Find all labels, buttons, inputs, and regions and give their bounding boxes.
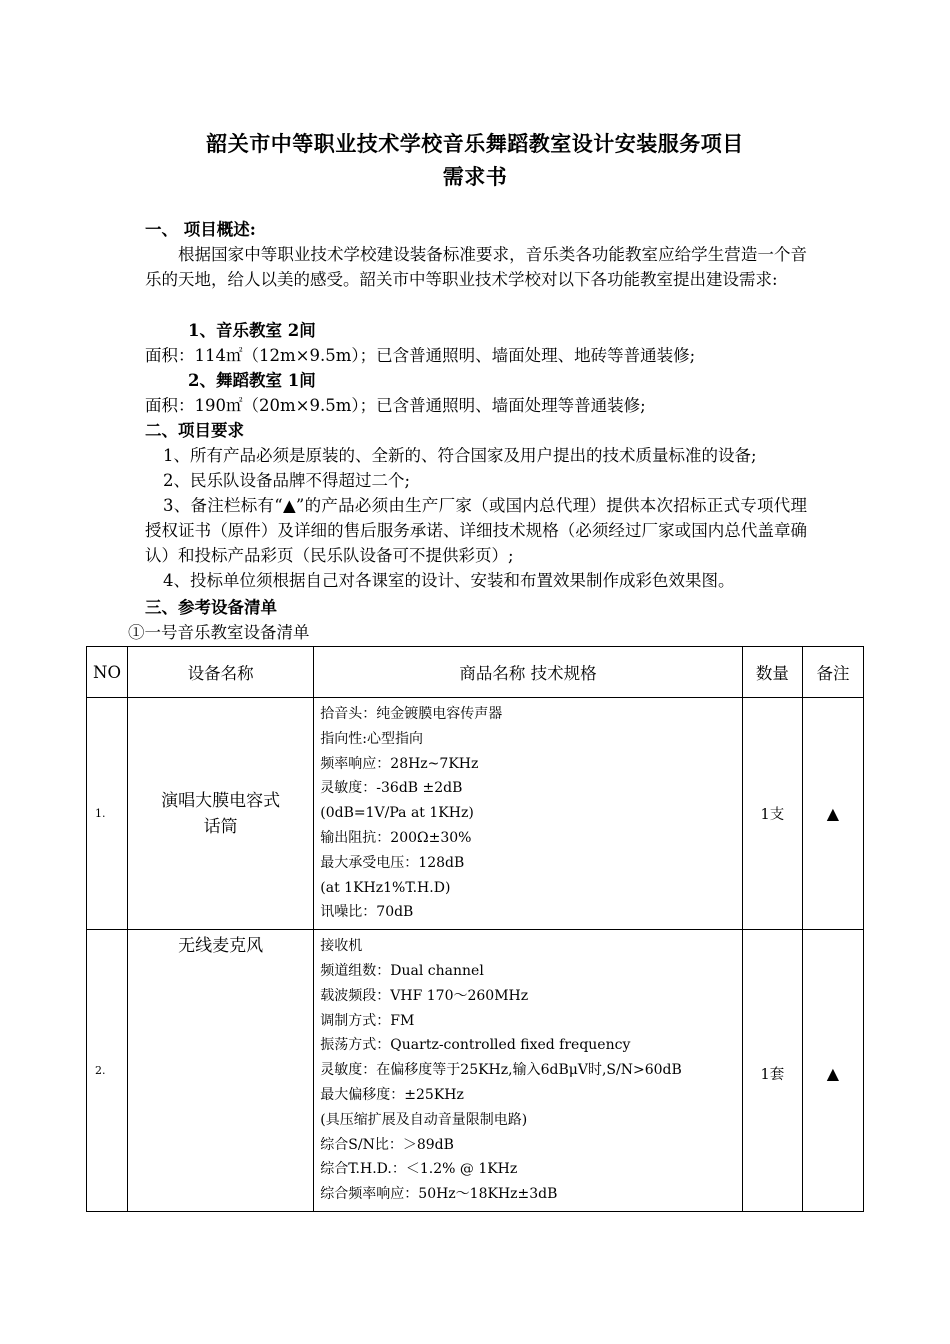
spec-line: 频率响应：28Hz~7KHz: [320, 755, 479, 772]
header-quantity: 数量: [742, 647, 802, 698]
authorization-triangle-icon: ▲: [802, 698, 863, 930]
device-name-line: 话筒: [203, 816, 238, 837]
quantity: 1支: [742, 698, 802, 930]
requirement-3: 3、备注栏标有“▲”的产品必须由生产厂家（或国内总代理）提供本次招标正式专项代理授权证书（原件）及详细的售后服务承诺、详细技术规格（必须经过厂家或国内总代盖章确认）和投标产品彩页（民乐队设备可不提供彩页）;: [145, 496, 807, 565]
spec-line: 接收机: [320, 938, 363, 955]
spec-line: 拾音头：纯金镀膜电容传声器: [320, 706, 503, 722]
room-2-heading: 2、舞蹈教室 1间: [188, 371, 316, 390]
equipment-table: [86, 646, 864, 1212]
equipment-list-subheading: ①一号音乐教室设备清单: [128, 623, 310, 642]
spec-line: 讯噪比：70dB: [320, 904, 414, 921]
spec-line: 综合频率响应：50Hz～18KHz±3dB: [320, 1186, 558, 1203]
spec-line: 指向性:心型指向: [320, 730, 423, 747]
section-1-intro: 根据国家中等职业技术学校建设装备标准要求，音乐类各功能教室应给学生营造一个音乐的天地，给人以美的感受。韶关市中等职业技术学校对以下各功能教室提出建设需求:: [145, 245, 807, 289]
device-name: 无线麦克风: [128, 930, 314, 1212]
spec-line: 灵敏度：-36dB ±2dB: [320, 780, 463, 797]
spec-line: 载波频段：VHF 170～260MHz: [320, 987, 529, 1004]
requirement-1: 1、所有产品必须是原装的、全新的、符合国家及用户提出的技术质量标准的设备;: [163, 446, 757, 465]
header-spec: 商品名称 技术规格: [314, 647, 743, 698]
spec-line: 综合S/N比：＞89dB: [320, 1136, 454, 1153]
quantity: 1套: [742, 930, 802, 1212]
section-2-heading: 二、项目要求: [145, 421, 244, 440]
document-title: 韶关市中等职业技术学校音乐舞蹈教室设计安装服务项目: [206, 131, 744, 156]
spec-line: (0dB=1V/Pa at 1KHz): [320, 805, 474, 822]
requirement-2: 2、民乐队设备品牌不得超过二个;: [163, 471, 411, 490]
spec-line: 灵敏度：在偏移度等于25KHz,输入6dBμV时,S/N>60dB: [320, 1062, 682, 1079]
document-subtitle: 需求书: [442, 164, 508, 189]
room-2-area: 面积：190㎡（20m×9.5m）；已含普通照明、墙面处理等普通装修;: [145, 396, 646, 415]
spec-line: 最大承受电压：128dB: [320, 854, 465, 871]
section-1-heading: 一、 项目概述:: [145, 220, 256, 239]
spec-cell: [314, 930, 743, 1212]
header-device-name: 设备名称: [128, 647, 314, 698]
header-note: 备注: [802, 647, 863, 698]
spec-cell: [314, 698, 743, 930]
row-number: 1.: [87, 698, 128, 930]
spec-line: (at 1KHz1%T.H.D): [320, 879, 451, 896]
room-1-heading: 1、音乐教室 2间: [188, 321, 316, 340]
authorization-triangle-icon: ▲: [802, 930, 863, 1212]
spec-line: 调制方式：FM: [320, 1012, 415, 1029]
requirement-4: 4、投标单位须根据自己对各课室的设计、安装和布置效果制作成彩色效果图。: [163, 571, 735, 590]
device-name: [128, 698, 314, 930]
spec-line: 频道组数：Dual channel: [320, 962, 484, 979]
device-name-line: 演唱大膜电容式: [161, 790, 281, 811]
spec-line: (具压缩扩展及自动音量限制电路): [320, 1111, 528, 1128]
section-3-heading: 三、参考设备清单: [145, 598, 277, 617]
spec-line: 最大偏移度：±25KHz: [320, 1086, 464, 1103]
room-1-area: 面积：114㎡（12m×9.5m）；已含普通照明、墙面处理、地砖等普通装修;: [145, 346, 696, 365]
spec-line: 输出阻抗：200Ω±30%: [320, 829, 472, 846]
table-row: [87, 698, 864, 930]
table-row: [87, 930, 864, 1212]
spec-line: 振荡方式：Quartz-controlled fixed frequency: [320, 1037, 631, 1054]
spec-line: 综合T.H.D.：＜1.2% @ 1KHz: [320, 1161, 518, 1178]
header-no: NO: [87, 647, 128, 698]
row-number: 2.: [87, 930, 128, 1212]
table-header-row: [87, 647, 864, 698]
